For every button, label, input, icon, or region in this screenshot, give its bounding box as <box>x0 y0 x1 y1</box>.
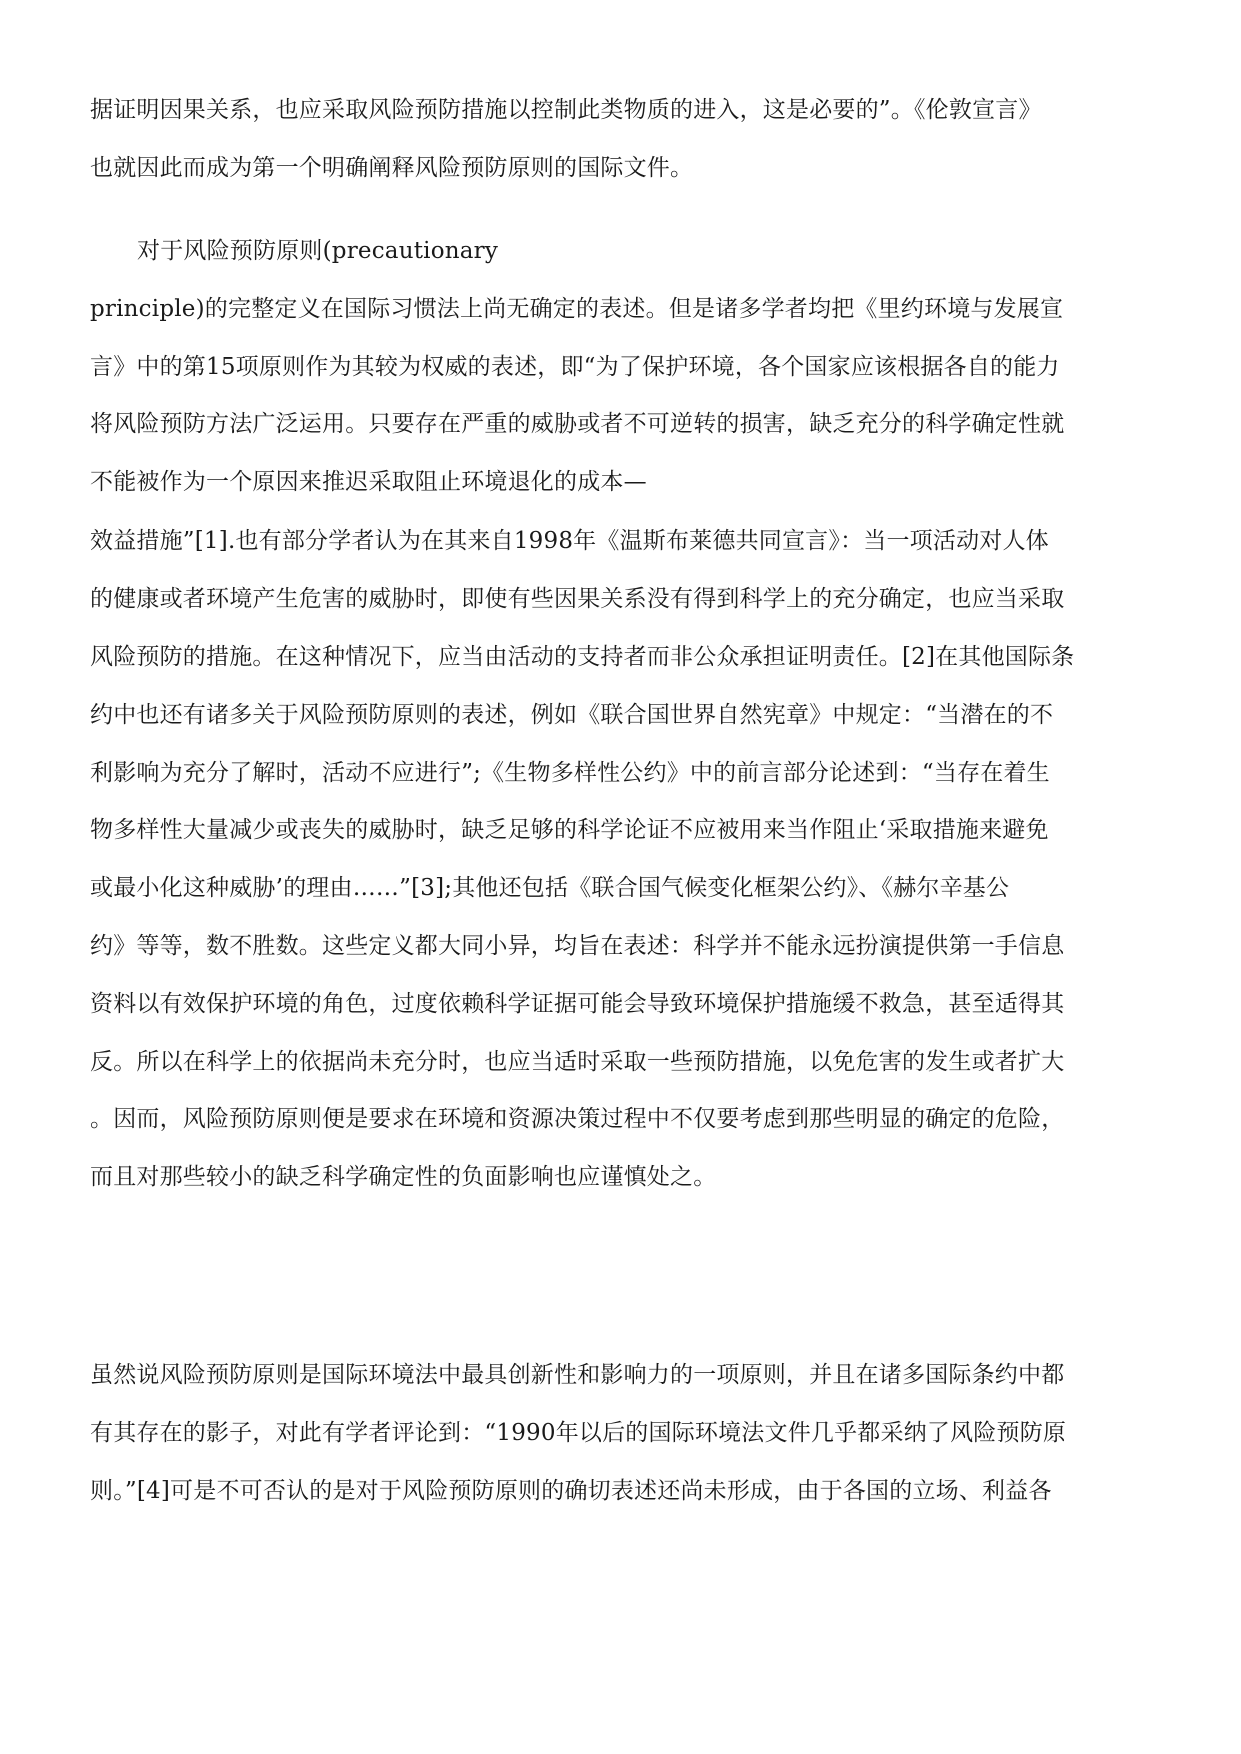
text-line: 虽然说风险预防原则是国际环境法中最具创新性和影响力的一项原则，并且在诸多国际条约中都 <box>90 1362 1065 1388</box>
text-line: 或最小化这种威胁’的理由……”[3];其他还包括《联合国气候变化框架公约》、《赫尔辛基公 <box>90 875 1010 901</box>
text-line: 将风险预防方法广泛运用。只要存在严重的威胁或者不可逆转的损害，缺乏充分的科学确定性就 <box>90 411 1065 437</box>
text-line: principle)的完整定义在国际习惯法上尚无确定的表述。但是诸多学者均把《里约环境与发展宣 <box>90 296 1064 322</box>
text-line: 利影响为充分了解时，活动不应进行”;《生物多样性公约》中的前言部分论述到：“当存在着生 <box>90 760 1050 786</box>
text-line: 也就因此而成为第一个明确阐释风险预防原则的国际文件。 <box>90 155 694 181</box>
text-line: 则。”[4]可是不可否认的是对于风险预防原则的确切表述还尚未形成，由于各国的立场、利益各 <box>90 1478 1052 1504</box>
text-line: 有其存在的影子，对此有学者评论到：“1990年以后的国际环境法文件几乎都采纳了风险预防原 <box>90 1420 1067 1446</box>
text-line: 物多样性大量减少或丧失的威胁时，缺乏足够的科学论证不应被用来当作阻止‘采取措施来避免 <box>90 817 1049 843</box>
text-line: 据证明因果关系，也应采取风险预防措施以控制此类物质的进入，这是必要的”。《伦敦宣言》 <box>90 97 1042 123</box>
text-line: 效益措施”[1].也有部分学者认为在其来自1998年《温斯布莱德共同宣言》：当一项活动对人体 <box>90 528 1049 554</box>
text-line: 言》中的第15项原则作为其较为权威的表述，即“为了保护环境，各个国家应该根据各自的能力 <box>90 354 1060 380</box>
text-line: 的健康或者环境产生危害的威胁时，即使有些因果关系没有得到科学上的充分确定，也应当采取 <box>90 586 1065 612</box>
text-line: 对于风险预防原则(precautionary <box>137 238 499 264</box>
text-line: 风险预防的措施。在这种情况下，应当由活动的支持者而非公众承担证明责任。[2]在其他国际条 <box>90 644 1075 670</box>
text-line: 。因而，风险预防原则便是要求在环境和资源决策过程中不仅要考虑到那些明显的确定的危险， <box>90 1106 1065 1132</box>
text-line: 约》等等，数不胜数。这些定义都大同小异，均旨在表述：科学并不能永远扮演提供第一手信息 <box>90 933 1065 959</box>
text-line: 资料以有效保护环境的角色，过度依赖科学证据可能会导致环境保护措施缓不救急，甚至适得其 <box>90 991 1065 1017</box>
text-line: 约中也还有诸多关于风险预防原则的表述，例如《联合国世界自然宪章》中规定：“当潜在的不 <box>90 702 1054 728</box>
text-line: 而且对那些较小的缺乏科学确定性的负面影响也应谨慎处之。 <box>90 1164 717 1190</box>
text-line: 反。所以在科学上的依据尚未充分时，也应当适时采取一些预防措施，以免危害的发生或者扩大 <box>90 1049 1065 1075</box>
text-line: 不能被作为一个原因来推迟采取阻止环境退化的成本— <box>90 469 647 495</box>
